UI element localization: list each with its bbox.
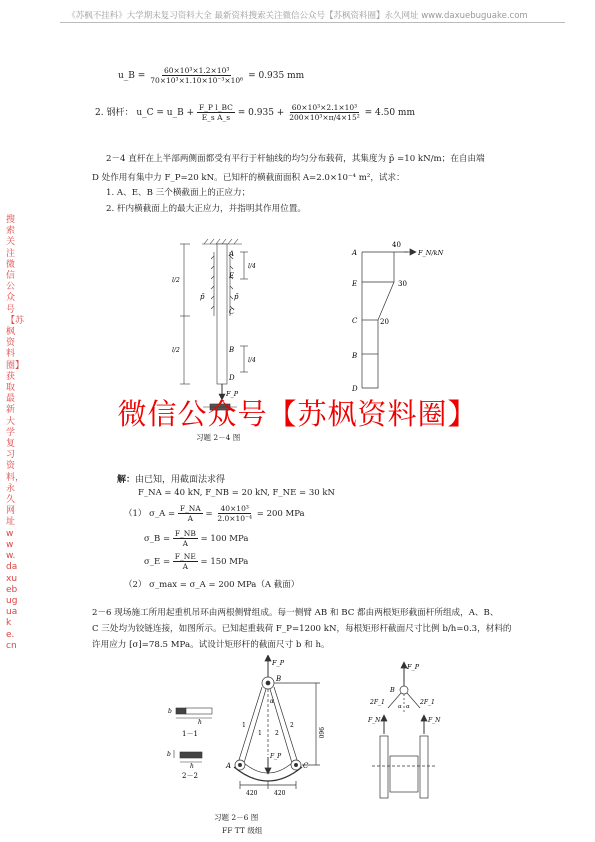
fb-B: B [390,686,395,694]
sec1-label: 1－1 [182,730,198,738]
sigma-a-formula [124,504,305,523]
solution-intro-text: 由已知，用截面法求得 [135,475,226,485]
section1-rect [186,708,212,714]
p24-solution-intro [117,474,225,486]
uc-num2: 60×10³×2.1×10³ [291,103,358,112]
ring-2-left: 2 [275,730,279,737]
ub-lhs: u_B = [118,71,146,81]
p26-line1: 2－6 现场施工所用起重机吊环由两根侧臂组成。每一侧臂 AB 和 BC 都由两根矩形截面杆所组成，A、B、 [92,608,499,618]
sa-den2: 2.0×10⁻⁴ [217,514,253,523]
ub-rhs: = 0.935 mm [248,71,305,81]
sb-fraction [173,529,198,548]
fb-2f1-left: 2F_1 [370,699,385,706]
sec2-h: h [190,763,194,770]
fb-block [390,756,418,792]
label-C: C [229,308,235,316]
se-num: F_NE [174,552,196,561]
ring-label-A: A [226,762,232,770]
fb-bar-left [380,736,388,798]
page-header: 《苏枫不挂科》大学期末复习资料大全 最新资料搜索关注微信公众号【苏枫资料圈】永久网址 www.daxuebuguake.com [67,11,528,21]
label-A: A [229,250,235,258]
sb-num: F_NB [174,529,196,538]
sec1-h: h [198,719,202,726]
dim-420-right: 420 [274,790,286,797]
side-watermark: 搜索关注微信公众号【苏枫资料圈】获取最新大学复习资料，永久网址 www.daxuebuguake.cn [6,215,25,651]
axial-forces: F_NA = 40 kN, F_NB = 20 kN, F_NE = 30 kN [138,488,335,498]
ax-label-E: E [352,280,358,288]
dim-l2-bottom: l/2 [172,347,180,354]
s1-label: （1） [124,509,147,519]
fb-bar-right [420,736,428,798]
dim-l4-top: l/4 [248,263,256,270]
ub-fraction [148,66,245,85]
sa-fraction-1 [178,504,203,523]
fb-alpha-right: α [406,704,410,710]
dim-l2-top: l/2 [172,277,180,284]
ring-label-B: B [276,675,282,683]
p26-line3: 许用应力 [σ]=78.5 MPa。试设计矩形杆的截面尺寸 b 和 h。 [92,640,330,650]
ax-label-D: D [352,385,358,393]
ax-value-30: 30 [398,280,407,288]
sigma-e-formula [144,552,248,571]
sb-rhs: = 100 MPa [200,534,249,544]
sa-den: A [187,514,194,523]
uc-rhs: = 4.50 mm [364,108,415,118]
ax-label-C: C [352,317,358,325]
ub-denominator: 70×10³×1.10×10⁻³×10⁶ [150,76,244,85]
dim-960: 960 [317,727,324,739]
uc-den1: E_s A_s [201,113,231,122]
fig26-caption-sub: FF TT 级组 [222,826,263,835]
fb-fn-left: F_N [368,717,381,724]
se-rhs: = 150 MPa [200,557,249,567]
sa-fraction-2 [215,504,254,523]
fig26-caption: 习题 2－6 图 [214,813,259,822]
sec2-label: 2－2 [182,772,198,780]
sigma-max: （2） σ_max = σ_A = 200 MPa（A 截面） [124,580,300,590]
label-B: B [229,346,235,354]
sb-lhs: σ_B = [144,534,171,544]
ax-label-A: A [352,249,358,257]
ax-label-B: B [352,352,358,360]
fb-2f1-right: 2F_1 [420,699,435,706]
label-fp: F_P [226,390,239,398]
label-p-left: p̄ [200,293,205,301]
ax-value-20: 20 [380,318,389,326]
ring-fp-mid: F_P [270,753,282,760]
item2-label: 2. 钢杆： [95,108,134,118]
support-hatch [204,239,238,244]
label-D: D [229,374,235,382]
sa-num: F_NA [179,504,201,513]
p26-line2: C 三处均为铰链连接，如图所示。已知起重载荷 F_P=1200 kN，每根矩形杆截面尺寸比例 b/h=0.3，材料的 [92,624,512,634]
ub-numerator: 60×10³×1.2×10³ [163,66,230,75]
fig26-free-body [360,660,450,810]
fig26-sections [160,700,230,780]
uc-num1: F_P l_BC [198,103,233,112]
sigma-b-formula [144,529,248,548]
ring-1-left: 1 [242,722,246,729]
fb-fn-right: F_N [428,717,441,724]
uc-den2: 200×10³×π/4×15² [289,113,360,122]
ring-label-C: C [303,762,309,770]
ub-formula [118,66,304,85]
label-E: E [229,272,235,280]
ring-1-right: 1 [258,730,262,737]
p24-line2: D 处作用有集中力 F_P=20 kN。已知杆的横截面面积 A=2.0×10⁻⁴ m²，试求： [92,173,405,183]
ax-value-40: 40 [392,241,401,249]
sec2-b: b [167,751,171,758]
sb-den: A [182,539,189,548]
p24-line1: 2－4 直杆在上半部两侧面都受有平行于杆轴线的均匀分布载荷，其集度为 p̄ =10 kN/m；在自由端 [106,154,485,164]
se-den: A [182,562,188,571]
section1-shade [176,708,186,714]
p24-item2: 2. 杆内横截面上的最大正应力，并指明其作用位置。 [106,204,306,214]
fig26-lifting-ring [222,655,332,805]
fig24-axial-force-diagram [348,236,448,396]
sa-lhs: σ_A = [149,509,176,519]
dim-l4-bottom: l/4 [248,357,256,364]
se-fraction [173,552,198,571]
uc-fraction-2 [287,103,362,122]
section2-rect [180,752,202,758]
header-rule [60,22,565,23]
ring-fp-top: F_P [272,659,285,667]
ring-2-right: 2 [290,722,294,729]
rod [217,244,227,384]
p24-item1: 1. A、E、B 三个横截面上的正应力； [106,188,251,198]
fb-alpha-left: α [398,704,402,710]
uc-mid: = 0.935 + [237,108,285,118]
uc-lhs: u_C = u_B + [136,108,195,118]
sa-rhs: = 200 MPa [256,509,305,519]
uc-formula [95,103,415,122]
fig24-caption: 习题 2－4 图 [196,433,241,442]
fig24-bar-diagram [170,234,270,414]
fb-fp: F_P [407,663,420,671]
se-lhs: σ_E = [144,557,171,567]
sec1-b: b [168,708,172,715]
uc-fraction-1 [197,103,235,122]
ax-unit: F_N/kN [418,249,444,257]
ring-alpha: α [270,698,275,705]
red-watermark: 微信公众号【苏枫资料圈】 [117,397,478,431]
dim-420-left: 420 [246,790,258,797]
label-p-right: p̄ [234,293,239,301]
sa-eq: = [205,509,213,519]
solution-label: 解： [117,475,136,485]
sa-num2: 40×10³ [220,504,249,513]
fb-pin-B [400,686,408,694]
